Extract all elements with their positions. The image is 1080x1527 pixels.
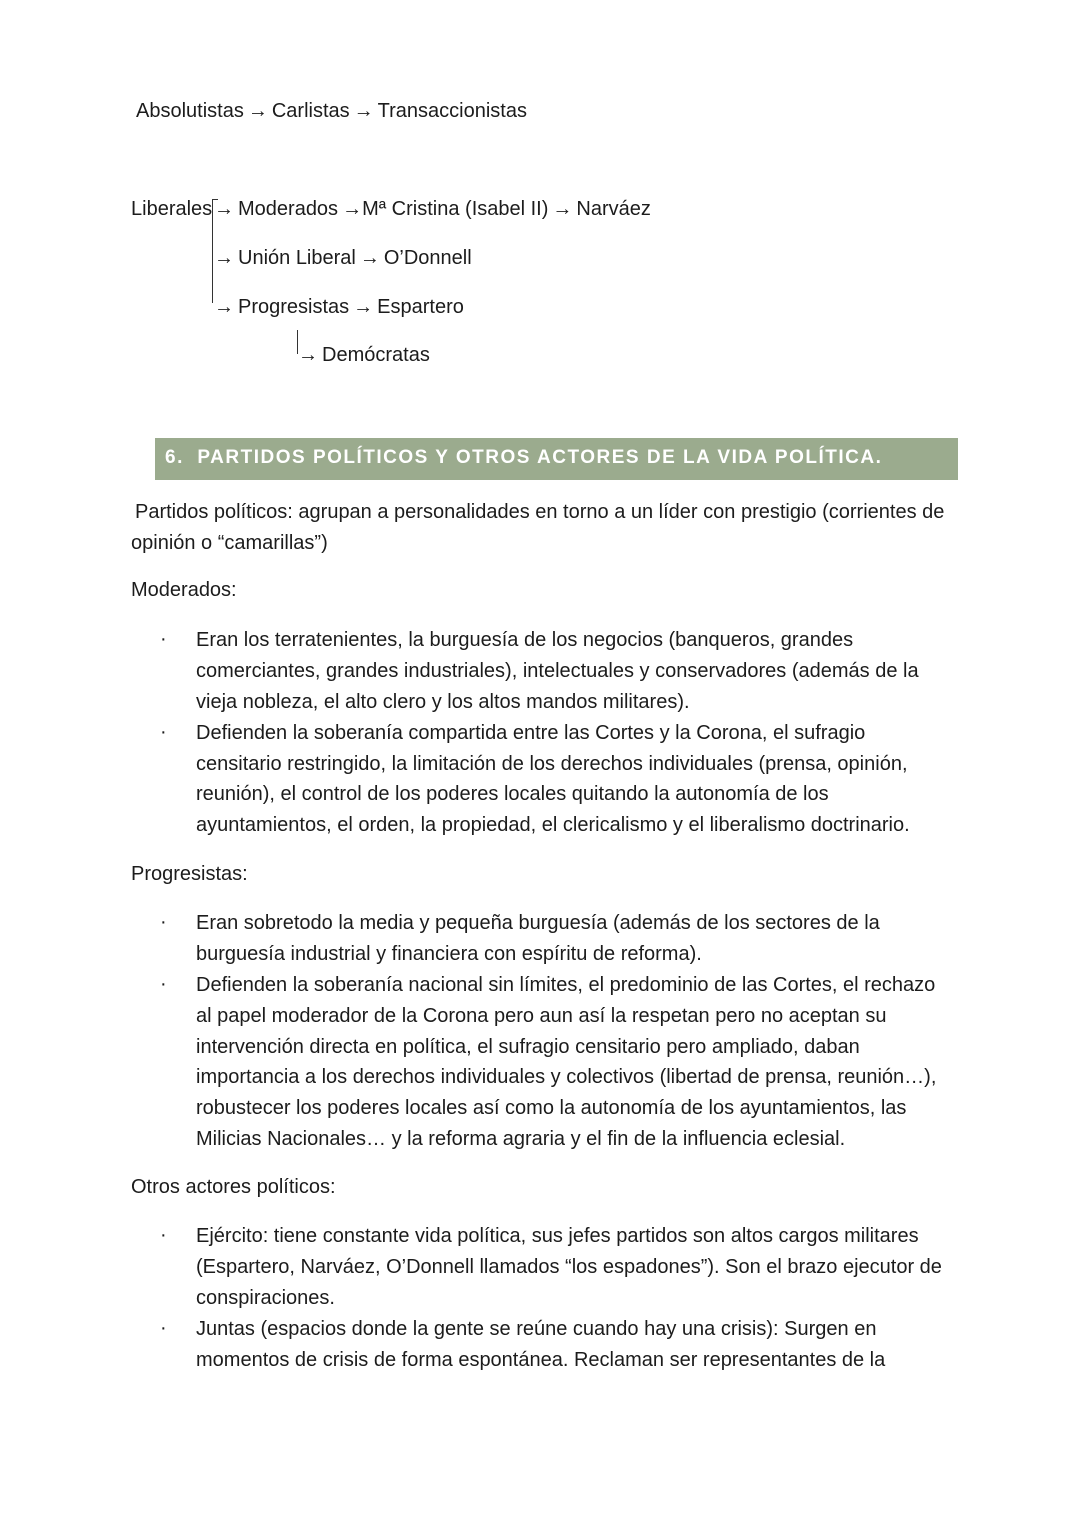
absolutistas-chain	[136, 99, 527, 123]
bullet-text: Defienden la soberanía nacional sin límites, el predominio de las Cortes, el rechazo al papel moderador de la Corona pero aun así la respetan pero no aceptan su intervención directa en política, el sufragio censitario pero ampliado, daban importancia a los derechos individuales y colectivos (libertad de prensa, reunión…), robustecer los poderes locales así como la autonomía de los ayuntamientos, las Milicias Nacionales… y la reforma agraria y el fin de la influencia eclesial.	[196, 974, 937, 1150]
arrow-icon: →	[342, 198, 363, 220]
bullet-icon: ·	[160, 973, 167, 995]
liberales-sub-branch-democratas	[298, 343, 430, 367]
tree-bracket	[212, 199, 213, 303]
bullet-icon: ·	[160, 911, 167, 933]
node-maria-cristina: Mª Cristina (Isabel II)	[362, 198, 549, 220]
node-liberales: Liberales	[131, 198, 213, 220]
bullet-text: Juntas (espacios donde la gente se reúne cuando hay una crisis): Surgen en momentos de crisis de forma espontánea. Reclaman ser representantes de la	[196, 1318, 886, 1371]
bullet-icon: ·	[160, 628, 167, 650]
section-banner	[155, 438, 958, 480]
bullet-icon: ·	[160, 1317, 167, 1339]
bullet-text: Eran sobretodo la media y pequeña burguesía (además de los sectores de la burguesía industrial y financiera con espíritu de reforma).	[196, 912, 880, 965]
section-title: PARTIDOS POLÍTICOS Y OTROS ACTORES DE LA VIDA POLÍTICA.	[197, 447, 883, 468]
liberales-branch-moderados	[214, 197, 651, 221]
node-union-liberal: Unión Liberal	[238, 247, 356, 269]
liberales-branch-union-liberal	[214, 246, 472, 270]
arrow-icon: →	[359, 247, 380, 269]
node-odonnell: O’Donnell	[383, 247, 472, 269]
node-espartero: Espartero	[377, 296, 464, 318]
group-heading-progresistas: Progresistas:	[131, 863, 248, 885]
node-transaccionistas: Transaccionistas	[377, 100, 527, 122]
group-heading-moderados: Moderados:	[131, 579, 237, 601]
bullet-text: Defienden la soberanía compartida entre las Cortes y la Corona, el sufragio censitario restringido, la limitación de los derechos individuales (prensa, opinión, reunión), el control de los poderes locales quitando la autonomía de los ayuntamientos, el orden, la propiedad, el clericalismo y el liberalismo doctrinario.	[196, 722, 910, 837]
node-moderados: Moderados	[238, 198, 339, 220]
arrow-icon: →	[353, 296, 374, 318]
bullet-text: Eran los terratenientes, la burguesía de los negocios (banqueros, grandes comerciantes, grandes industriales), intelectuales y conservadores (además de la vieja nobleza, el alto clero y los altos mandos militares).	[196, 629, 919, 713]
arrow-icon: →	[214, 296, 234, 318]
liberales-branch-progresistas	[214, 295, 464, 319]
arrow-icon: →	[214, 247, 234, 269]
arrow-icon: →	[298, 344, 318, 366]
node-narvaez: Narváez	[576, 198, 651, 220]
node-carlistas: Carlistas	[271, 100, 350, 122]
bullet-text: Ejército: tiene constante vida política, sus jefes partidos son altos cargos militares (Espartero, Narváez, O’Donnell llamados “los espadones”). Son el brazo ejecutor de conspiraciones.	[196, 1225, 942, 1309]
intro-paragraph: Partidos políticos: agrupan a personalidades en torno a un líder con prestigio (corrientes de opinión o “camarillas”)	[131, 501, 945, 554]
node-absolutistas: Absolutistas	[136, 100, 244, 122]
node-progresistas: Progresistas	[238, 296, 350, 318]
bullet-icon: ·	[160, 721, 167, 743]
node-democratas: Demócratas	[322, 344, 430, 366]
section-heading	[165, 447, 882, 469]
arrow-icon: →	[214, 198, 234, 220]
arrow-icon: →	[552, 198, 573, 220]
bullet-icon: ·	[160, 1224, 167, 1246]
arrow-icon: →	[353, 100, 374, 122]
section-number: 6.	[165, 447, 184, 468]
group-heading-otros: Otros actores políticos:	[131, 1176, 336, 1198]
arrow-icon: →	[247, 100, 268, 122]
